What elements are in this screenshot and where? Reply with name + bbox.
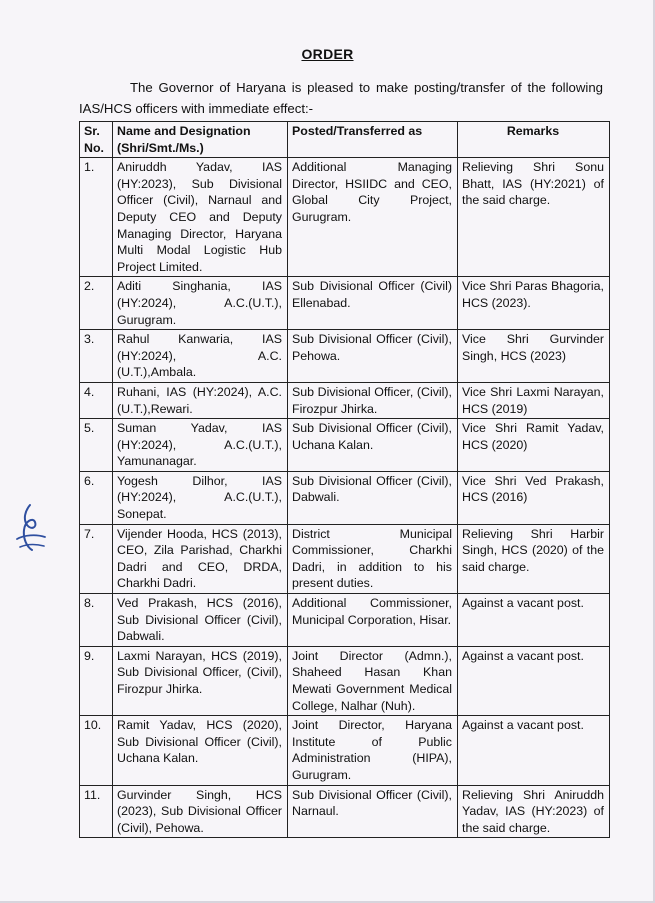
table-row <box>80 330 610 383</box>
cell-name: Gurvinder Singh, HCS (2023), Sub Divisional Officer (Civil), Pehowa. <box>113 785 288 838</box>
cell-posted: Sub Divisional Officer (Civil) Ellenabad. <box>288 277 458 330</box>
intro-line-1: The Governor of Haryana is pleased to make posting/transfer of the following <box>130 80 603 95</box>
cell-name: Yogesh Dilhor, IAS (HY:2024), A.C.(U.T.), Sonepat. <box>113 471 288 524</box>
header-remarks: Remarks <box>458 122 610 158</box>
cell-sr: 7. <box>80 524 113 593</box>
table-row <box>80 524 610 593</box>
cell-posted: Additional Commissioner, Municipal Corporation, Hisar. <box>288 594 458 647</box>
header-posted-transferred: Posted/Transferred as <box>288 122 458 158</box>
cell-sr: 9. <box>80 646 113 715</box>
cell-posted: Sub Divisional Officer, (Civil), Firozpur Jhirka. <box>288 382 458 418</box>
intro-line-2: IAS/HCS officers with immediate effect:- <box>79 101 314 116</box>
cell-remarks: Relieving Shri Sonu Bhatt, IAS (HY:2021) of the said charge. <box>458 158 610 277</box>
table-row <box>80 594 610 647</box>
table-row <box>80 277 610 330</box>
cell-name: Laxmi Narayan, HCS (2019), Sub Divisional Officer, (Civil), Firozpur Jhirka. <box>113 646 288 715</box>
postings-table <box>79 121 610 838</box>
cell-sr: 4. <box>80 382 113 418</box>
cell-remarks: Relieving Shri Harbir Singh, HCS (2020) of the said charge. <box>458 524 610 593</box>
intro-paragraph <box>79 77 603 119</box>
cell-remarks: Vice Shri Ved Prakash, HCS (2016) <box>458 471 610 524</box>
cell-sr: 8. <box>80 594 113 647</box>
order-title: ORDER <box>301 46 354 62</box>
header-name-designation: Name and Designation (Shri/Smt./Ms.) <box>113 122 288 158</box>
cell-name: Aniruddh Yadav, IAS (HY:2023), Sub Divisional Officer (Civil), Narnaul and Deputy CEO and Deputy Managing Director, Haryana Multi Modal Logistic Hub Project Limited. <box>113 158 288 277</box>
cell-sr: 11. <box>80 785 113 838</box>
cell-posted: Sub Divisional Officer (Civil), Narnaul. <box>288 785 458 838</box>
cell-posted: Joint Director, Haryana Institute of Public Administration (HIPA), Gurugram. <box>288 716 458 785</box>
cell-sr: 5. <box>80 419 113 472</box>
table-row <box>80 716 610 785</box>
cell-remarks: Relieving Shri Aniruddh Yadav, IAS (HY:2023) of the said charge. <box>458 785 610 838</box>
cell-sr: 2. <box>80 277 113 330</box>
cell-remarks: Vice Shri Laxmi Narayan, HCS (2019) <box>458 382 610 418</box>
table-row <box>80 158 610 277</box>
cell-remarks: Vice Shri Paras Bhagoria, HCS (2023). <box>458 277 610 330</box>
cell-sr: 6. <box>80 471 113 524</box>
cell-posted: District Municipal Commissioner, Charkhi Dadri, in addition to his present duties. <box>288 524 458 593</box>
cell-posted: Joint Director (Admn.), Shaheed Hasan Khan Mewati Government Medical College, Nalhar (Nuh). <box>288 646 458 715</box>
cell-remarks: Against a vacant post. <box>458 646 610 715</box>
header-sr-no: Sr. No. <box>80 122 113 158</box>
cell-posted: Sub Divisional Officer (Civil), Dabwali. <box>288 471 458 524</box>
cell-remarks: Against a vacant post. <box>458 594 610 647</box>
table-row <box>80 419 610 472</box>
cell-name: Ved Prakash, HCS (2016), Sub Divisional Officer (Civil), Dabwali. <box>113 594 288 647</box>
cell-sr: 1. <box>80 158 113 277</box>
table-row <box>80 646 610 715</box>
table-row <box>80 785 610 838</box>
cell-name: Ramit Yadav, HCS (2020), Sub Divisional Officer (Civil), Uchana Kalan. <box>113 716 288 785</box>
cell-posted: Sub Divisional Officer (Civil), Pehowa. <box>288 330 458 383</box>
cell-name: Ruhani, IAS (HY:2024), A.C.(U.T.),Rewari. <box>113 382 288 418</box>
cell-remarks: Vice Shri Gurvinder Singh, HCS (2023) <box>458 330 610 383</box>
signature-icon <box>14 503 48 555</box>
cell-sr: 10. <box>80 716 113 785</box>
table-row <box>80 471 610 524</box>
cell-posted: Additional Managing Director, HSIIDC and CEO, Global City Project, Gurugram. <box>288 158 458 277</box>
cell-remarks: Against a vacant post. <box>458 716 610 785</box>
cell-posted: Sub Divisional Officer (Civil), Uchana Kalan. <box>288 419 458 472</box>
cell-name: Vijender Hooda, HCS (2013), CEO, Zila Parishad, Charkhi Dadri and CEO, DRDA, Charkhi Dadri. <box>113 524 288 593</box>
cell-name: Rahul Kanwaria, IAS (HY:2024), A.C.(U.T.),Ambala. <box>113 330 288 383</box>
cell-name: Suman Yadav, IAS (HY:2024), A.C.(U.T.), Yamunanagar. <box>113 419 288 472</box>
cell-remarks: Vice Shri Ramit Yadav, HCS (2020) <box>458 419 610 472</box>
table-row <box>80 382 610 418</box>
cell-name: Aditi Singhania, IAS (HY:2024), A.C.(U.T.), Gurugram. <box>113 277 288 330</box>
cell-sr: 3. <box>80 330 113 383</box>
table-header-row <box>80 122 610 158</box>
